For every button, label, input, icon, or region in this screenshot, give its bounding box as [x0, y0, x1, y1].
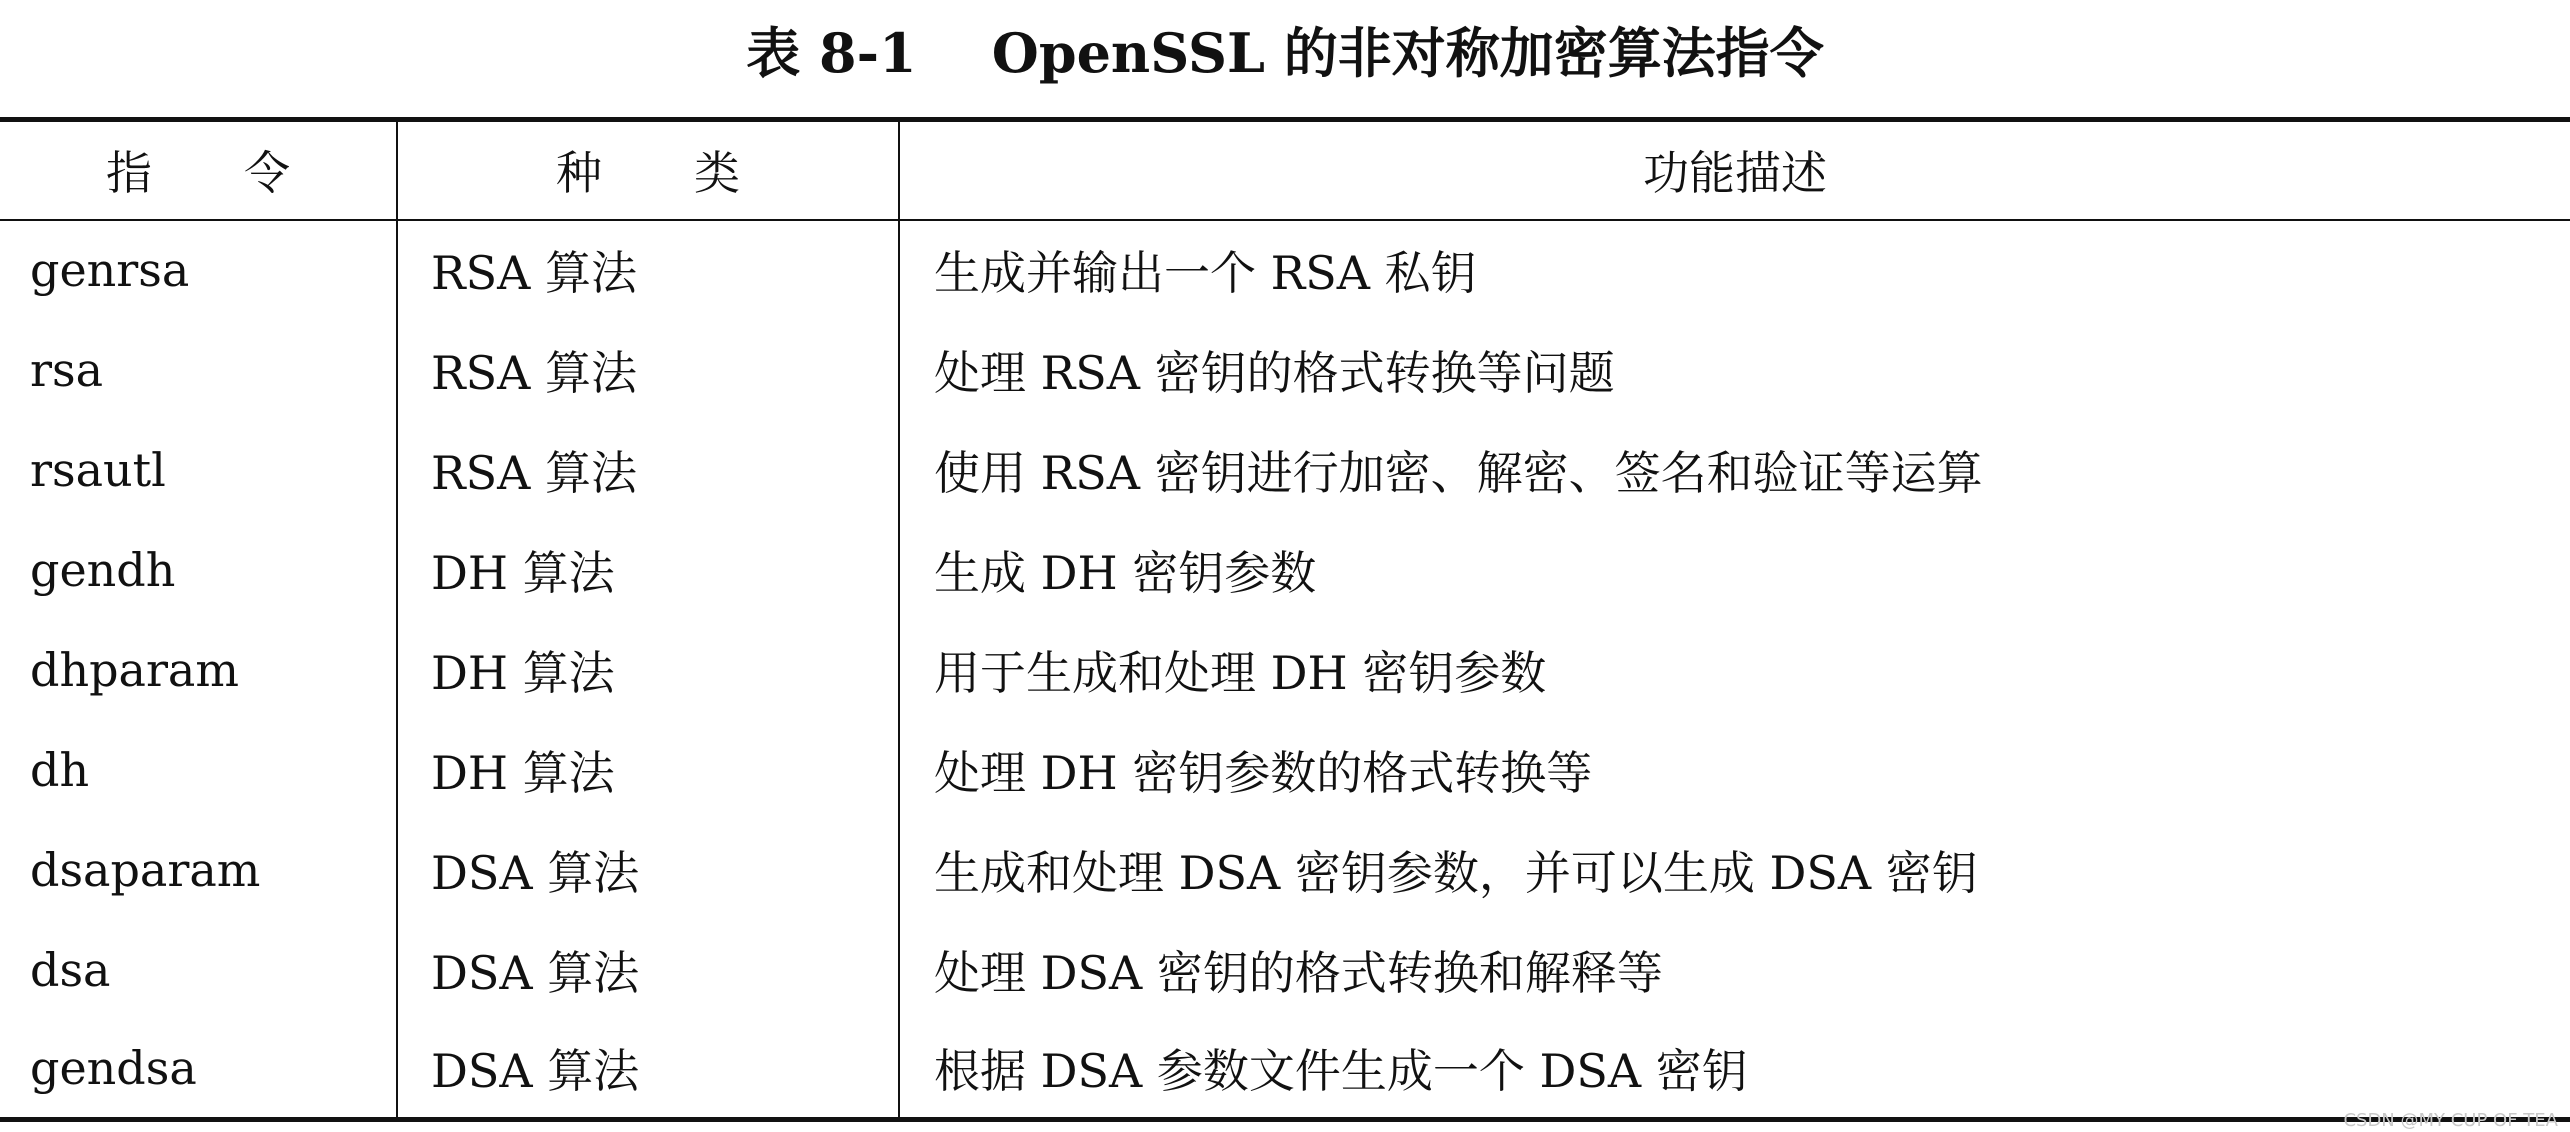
- table-row: [0, 920, 2570, 1020]
- table-caption: 表 8-1 OpenSSL 的非对称加密算法指令: [746, 21, 1824, 85]
- table-row: [0, 720, 2570, 820]
- table-row: [0, 320, 2570, 420]
- command-cell: dh: [30, 742, 90, 797]
- table-row: [0, 520, 2570, 620]
- description-cell: 用于生成和处理 DH 密钥参数: [899, 620, 2570, 720]
- command-cell: gendh: [30, 542, 176, 597]
- description-cell: 处理 RSA 密钥的格式转换等问题: [899, 320, 2570, 420]
- table-header: [0, 120, 2570, 220]
- header-kind: 种 类: [397, 120, 899, 220]
- kind-cell: DH 算法: [397, 520, 899, 620]
- kind-cell: DH 算法: [397, 720, 899, 820]
- openssl-asymmetric-commands-table: [0, 117, 2570, 1122]
- watermark: CSDN @MY CUP OF TEA: [2343, 1110, 2558, 1131]
- table-row: [0, 220, 2570, 320]
- description-cell: 处理 DH 密钥参数的格式转换等: [899, 720, 2570, 820]
- table-row: [0, 620, 2570, 720]
- kind-cell: RSA 算法: [397, 220, 899, 320]
- description-cell: 生成并输出一个 RSA 私钥: [899, 220, 2570, 320]
- header-command: 指 令: [0, 120, 397, 220]
- kind-cell: DSA 算法: [397, 1020, 899, 1120]
- table-body: [0, 220, 2570, 1120]
- command-cell: dsaparam: [30, 842, 261, 897]
- description-cell: 根据 DSA 参数文件生成一个 DSA 密钥: [899, 1020, 2570, 1120]
- command-cell: genrsa: [30, 243, 190, 297]
- command-cell: dsa: [30, 942, 111, 997]
- description-cell: 使用 RSA 密钥进行加密、解密、签名和验证等运算: [899, 420, 2570, 520]
- table-row: [0, 420, 2570, 520]
- description-cell: 处理 DSA 密钥的格式转换和解释等: [899, 920, 2570, 1020]
- command-cell: dhparam: [30, 642, 239, 697]
- description-cell: 生成和处理 DSA 密钥参数，并可以生成 DSA 密钥: [899, 820, 2570, 920]
- command-cell: rsautl: [30, 442, 166, 497]
- table-row: [0, 1020, 2570, 1120]
- kind-cell: DSA 算法: [397, 920, 899, 1020]
- kind-cell: RSA 算法: [397, 320, 899, 420]
- description-cell: 生成 DH 密钥参数: [899, 520, 2570, 620]
- command-cell: rsa: [30, 342, 104, 397]
- kind-cell: DSA 算法: [397, 820, 899, 920]
- header-description: 功能描述: [899, 120, 2570, 220]
- command-cell: gendsa: [0, 1020, 397, 1120]
- table-row: [0, 820, 2570, 920]
- kind-cell: DH 算法: [397, 620, 899, 720]
- kind-cell: RSA 算法: [397, 420, 899, 520]
- header-row: [0, 120, 2570, 220]
